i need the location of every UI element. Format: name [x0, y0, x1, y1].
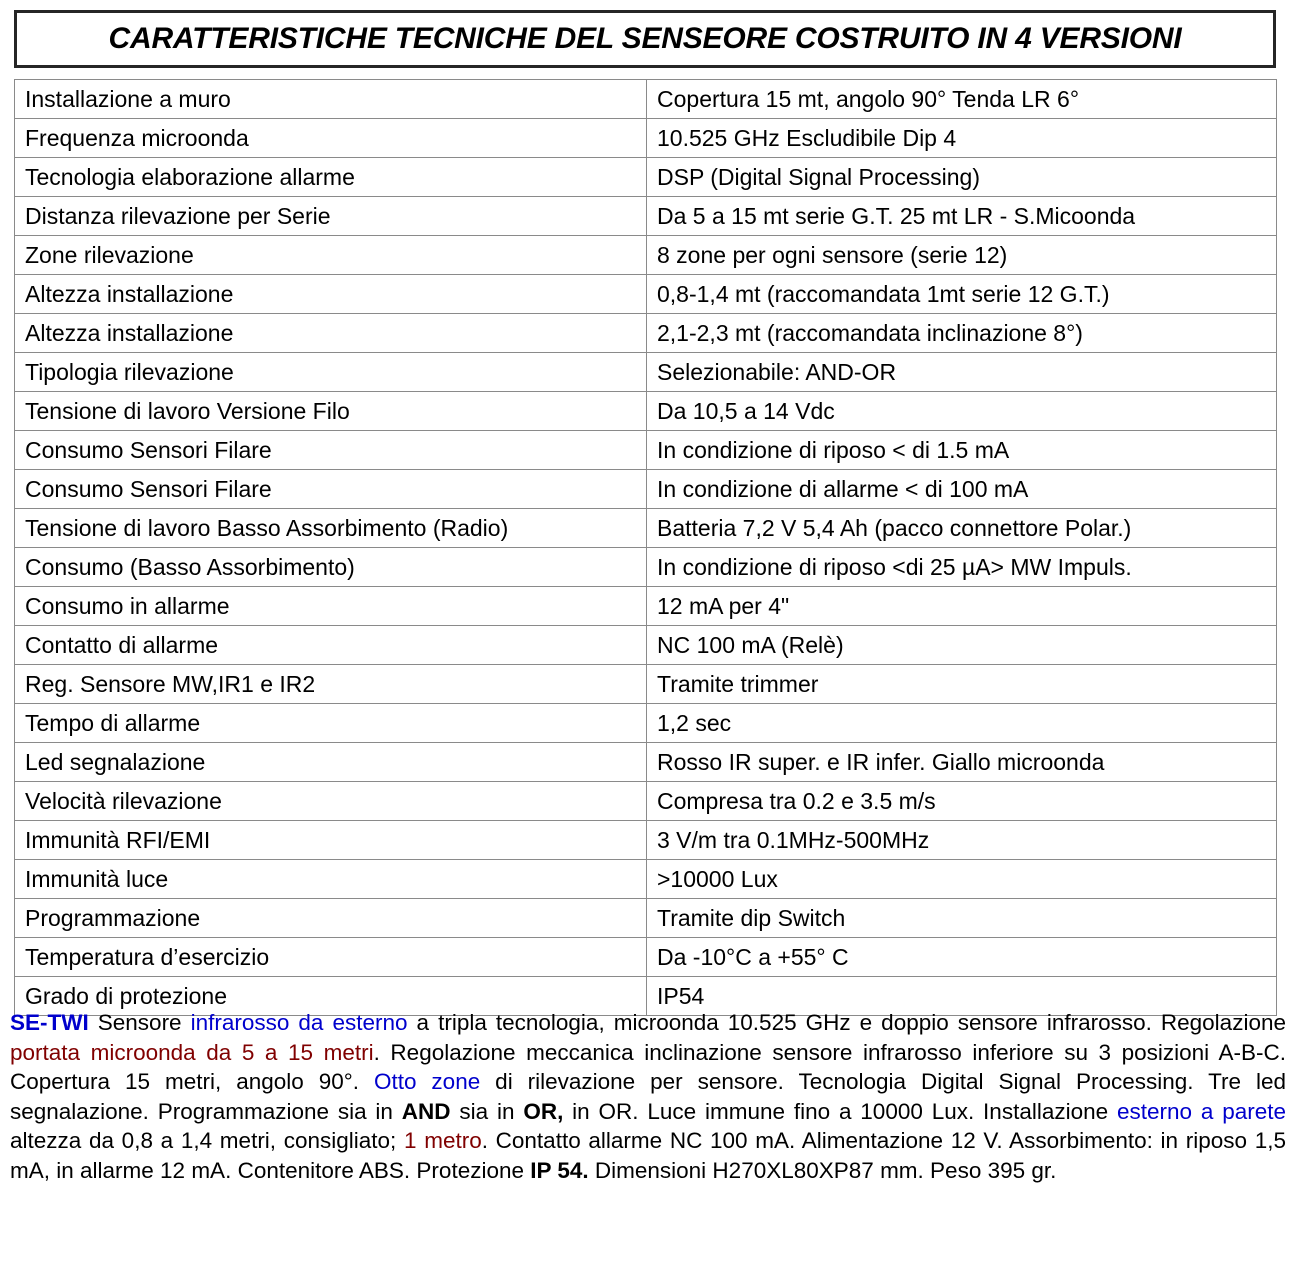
spec-value-cell: 10.525 GHz Escludibile Dip 4 — [647, 119, 1277, 158]
spec-label-cell: Contatto di allarme — [15, 626, 647, 665]
spec-label-cell: Tensione di lavoro Basso Assorbimento (Radio) — [15, 509, 647, 548]
table-row — [15, 626, 1277, 665]
table-row — [15, 821, 1277, 860]
spec-value-cell: Da 10,5 a 14 Vdc — [647, 392, 1277, 431]
specifications-table — [14, 79, 1277, 1016]
spec-label-cell: Tempo di allarme — [15, 704, 647, 743]
spec-value-cell: DSP (Digital Signal Processing) — [647, 158, 1277, 197]
spec-value-cell: Copertura 15 mt, angolo 90° Tenda LR 6° — [647, 80, 1277, 119]
table-row — [15, 431, 1277, 470]
spec-value-cell: 1,2 sec — [647, 704, 1277, 743]
table-row — [15, 314, 1277, 353]
table-row — [15, 899, 1277, 938]
description-segment: Dimensioni H270XL80XP87 mm. Peso 395 gr. — [588, 1157, 1057, 1183]
page-title: CARATTERISTICHE TECNICHE DEL SENSEORE COSTRUITO IN 4 VERSIONI — [108, 22, 1182, 55]
spec-label-cell: Tipologia rilevazione — [15, 353, 647, 392]
description-segment: altezza da 0,8 a 1,4 metri, consigliato; — [10, 1128, 404, 1153]
spec-label-cell: Immunità RFI/EMI — [15, 821, 647, 860]
spec-value-cell: In condizione di riposo < di 1.5 mA — [647, 431, 1277, 470]
spec-label-cell: Grado di protezione — [15, 977, 647, 1016]
description-segment: Sensore — [88, 1010, 191, 1035]
description-segment: OR, — [523, 1098, 564, 1124]
spec-value-cell: Batteria 7,2 V 5,4 Ah (pacco connettore Polar.) — [647, 509, 1277, 548]
table-row — [15, 197, 1277, 236]
spec-label-cell: Programmazione — [15, 899, 647, 938]
table-row — [15, 938, 1277, 977]
description-segment: in OR. Luce immune fino a 10000 Lux. Installazione — [563, 1098, 1117, 1124]
spec-label-cell: Consumo (Basso Assorbimento) — [15, 548, 647, 587]
table-row — [15, 548, 1277, 587]
spec-value-cell: Compresa tra 0.2 e 3.5 m/s — [647, 782, 1277, 821]
table-row — [15, 275, 1277, 314]
table-row — [15, 860, 1277, 899]
description-segment: infrarosso da esterno — [190, 1010, 408, 1035]
spec-value-cell: NC 100 mA (Relè) — [647, 626, 1277, 665]
table-row — [15, 236, 1277, 275]
description-segment: sia in — [450, 1098, 524, 1124]
spec-value-cell: In condizione di allarme < di 100 mA — [647, 470, 1277, 509]
table-row — [15, 470, 1277, 509]
spec-value-cell: Tramite trimmer — [647, 665, 1277, 704]
spec-value-cell: Rosso IR super. e IR infer. Giallo microonda — [647, 743, 1277, 782]
description-segment: IP 54. — [530, 1157, 589, 1183]
description-segment: portata microonda da 5 a 15 metri — [10, 1039, 374, 1065]
spec-label-cell: Altezza installazione — [15, 275, 647, 314]
spec-value-cell: Da 5 a 15 mt serie G.T. 25 mt LR - S.Micoonda — [647, 197, 1277, 236]
description-segment: SE-TWI — [10, 1010, 89, 1035]
spec-label-cell: Immunità luce — [15, 860, 647, 899]
table-row — [15, 743, 1277, 782]
spec-value-cell: 0,8-1,4 mt (raccomandata 1mt serie 12 G.T.) — [647, 275, 1277, 314]
table-row — [15, 509, 1277, 548]
table-row — [15, 158, 1277, 197]
spec-value-cell: 2,1-2,3 mt (raccomandata inclinazione 8°) — [647, 314, 1277, 353]
description-segment: AND — [401, 1098, 451, 1124]
spec-value-cell: >10000 Lux — [647, 860, 1277, 899]
spec-value-cell: 8 zone per ogni sensore (serie 12) — [647, 236, 1277, 275]
spec-label-cell: Installazione a muro — [15, 80, 647, 119]
spec-label-cell: Frequenza microonda — [15, 119, 647, 158]
description-segment: Otto zone — [373, 1069, 481, 1094]
spec-value-cell: In condizione di riposo <di 25 µA> MW Impuls. — [647, 548, 1277, 587]
spec-value-cell: IP54 — [647, 977, 1277, 1016]
spec-label-cell: Temperatura d’esercizio — [15, 938, 647, 977]
spec-label-cell: Distanza rilevazione per Serie — [15, 197, 647, 236]
spec-value-cell: 12 mA per 4" — [647, 587, 1277, 626]
table-row — [15, 80, 1277, 119]
table-row — [15, 665, 1277, 704]
description-segment: 1 metro — [404, 1128, 482, 1153]
description-segment: . Contatto allarme NC 100 mA. Alimentazione 12 V. Assorbimento: in riposo 1,5 mA, in allarme 12 mA. Contenitore ABS. Protezione — [10, 1128, 1286, 1183]
table-row — [15, 587, 1277, 626]
description-segment: . Regolazione meccanica inclinazione sensore infrarosso inferiore su 3 posizioni A-B-C. Copertura 15 metri, angolo 90°. — [10, 1039, 1286, 1094]
spec-value-cell: Da -10°C a +55° C — [647, 938, 1277, 977]
product-description — [10, 1008, 1286, 1185]
spec-label-cell: Consumo Sensori Filare — [15, 431, 647, 470]
spec-label-cell: Consumo in allarme — [15, 587, 647, 626]
title-banner — [14, 10, 1276, 68]
spec-value-cell: Tramite dip Switch — [647, 899, 1277, 938]
specifications-table-body — [15, 80, 1277, 1016]
description-segment: esterno a parete — [1116, 1098, 1286, 1124]
spec-label-cell: Altezza installazione — [15, 314, 647, 353]
table-row — [15, 353, 1277, 392]
spec-label-cell: Velocità rilevazione — [15, 782, 647, 821]
table-row — [15, 392, 1277, 431]
spec-value-cell: 3 V/m tra 0.1MHz-500MHz — [647, 821, 1277, 860]
table-row — [15, 119, 1277, 158]
spec-label-cell: Led segnalazione — [15, 743, 647, 782]
spec-value-cell: Selezionabile: AND-OR — [647, 353, 1277, 392]
spec-label-cell: Consumo Sensori Filare — [15, 470, 647, 509]
spec-label-cell: Tecnologia elaborazione allarme — [15, 158, 647, 197]
spec-label-cell: Zone rilevazione — [15, 236, 647, 275]
description-segment: di rilevazione per sensore. Tecnologia Digital Signal Processing. Tre led segnalazione. Programmazione sia in — [10, 1069, 1286, 1124]
spec-label-cell: Reg. Sensore MW,IR1 e IR2 — [15, 665, 647, 704]
spec-label-cell: Tensione di lavoro Versione Filo — [15, 392, 647, 431]
table-row — [15, 704, 1277, 743]
description-segment: a tripla tecnologia, microonda 10.525 GHz e doppio sensore infrarosso. Regolazione — [407, 1010, 1286, 1035]
table-row — [15, 782, 1277, 821]
